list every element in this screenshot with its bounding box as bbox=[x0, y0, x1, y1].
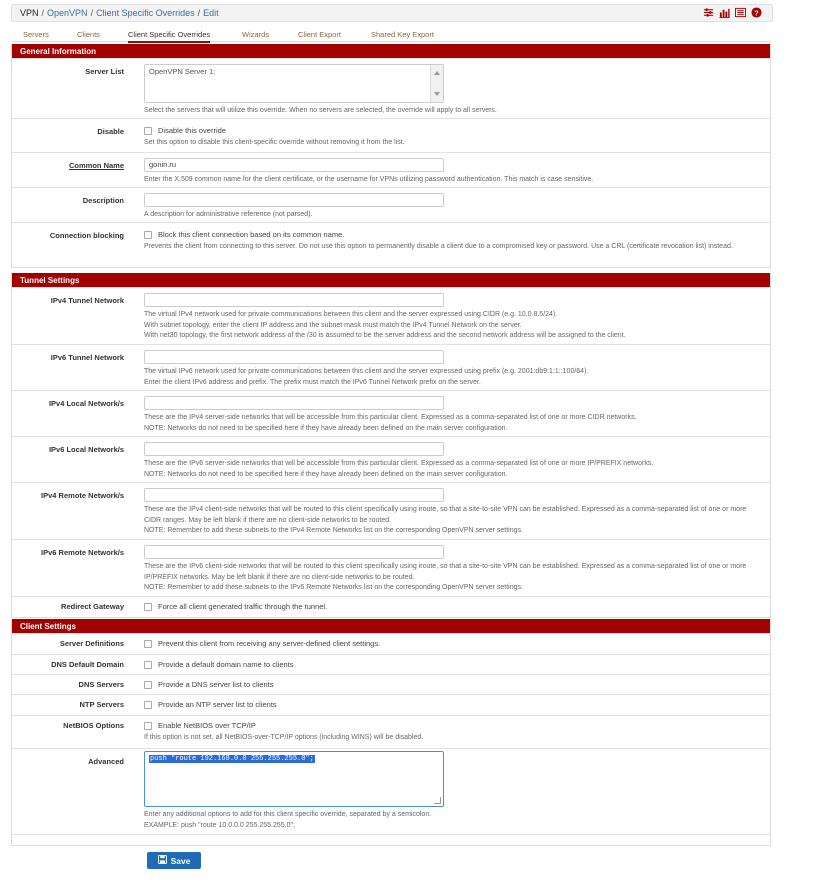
panel-title: General Information bbox=[12, 44, 770, 58]
tab-shared-key-export[interactable]: Shared Key Export bbox=[371, 30, 434, 39]
checkbox-label: Provide a default domain name to clients bbox=[158, 660, 294, 669]
ipv6-local-label: IPv6 Local Network/s bbox=[48, 445, 124, 454]
list-icon[interactable] bbox=[735, 7, 746, 18]
breadcrumb: VPN / OpenVPN / Client Specific Overrides / Edit bbox=[20, 8, 219, 18]
ipv4-remote-input[interactable] bbox=[144, 488, 444, 502]
ipv4-remote-help: These are the IPv4 client-side networks that will be routed to this client specifically using iroute, so that a site-to-site VPN can be established. Expressed as a comma-separated list of one or more CIDR ranges. May be left blank if there are no client-side networks to be routed. NOTE: Remember to add these subnets to the IPv4 Remote Networks list on the corresponding OpenVPN server settings. bbox=[144, 506, 747, 534]
tab-servers[interactable]: Servers bbox=[23, 30, 49, 39]
scroll-up-icon[interactable] bbox=[434, 71, 440, 75]
scrollbar[interactable] bbox=[430, 65, 443, 102]
ipv4-local-label: IPv4 Local Network/s bbox=[48, 399, 124, 408]
ipv6-local-input[interactable] bbox=[144, 442, 444, 456]
save-button[interactable] bbox=[147, 852, 201, 869]
ipv6-remote-input[interactable] bbox=[144, 545, 444, 559]
connection-blocking-row bbox=[12, 222, 770, 267]
netbios-label: NetBIOS Options bbox=[63, 721, 124, 730]
ipv6-remote-row bbox=[12, 539, 770, 596]
resize-handle[interactable] bbox=[434, 797, 441, 804]
server-list-option[interactable]: OpenVPN Server 1: bbox=[149, 67, 216, 76]
ipv4-tunnel-row bbox=[12, 287, 770, 344]
ipv4-local-row bbox=[12, 390, 770, 436]
ipv4-local-help: These are the IPv4 server-side networks that will be accessible from this particular client. Expressed as a comma-separated list of one or more CIDR networks. NOTE: Networks do not need to be specified here if they have already been defined on the main server configuration. bbox=[144, 414, 637, 432]
bar-chart-icon[interactable] bbox=[719, 7, 730, 18]
description-help: A description for administrative reference (not parsed). bbox=[144, 211, 313, 218]
ntp-servers-label: NTP Servers bbox=[79, 700, 124, 709]
tab-client-export[interactable]: Client Export bbox=[298, 30, 341, 39]
ipv6-remote-label: IPv6 Remote Network/s bbox=[41, 548, 124, 557]
dns-servers-row bbox=[12, 674, 770, 694]
ipv6-tunnel-label: IPv6 Tunnel Network bbox=[50, 353, 124, 362]
save-label: Save bbox=[170, 855, 191, 866]
server-definitions-label: Server Definitions bbox=[59, 639, 124, 648]
disable-checkbox[interactable] bbox=[144, 126, 760, 135]
panel-title: Tunnel Settings bbox=[12, 273, 770, 287]
tab-wizards[interactable]: Wizards bbox=[242, 30, 270, 39]
ipv6-remote-help: These are the IPv6 client-side networks that will be routed to this client specifically using iroute, so that a site-to-site VPN can be established. Expressed as a comma-separated list of one or more IP/PREFIX networks. May be left blank if there are no client-side networks to be routed. NOTE: Remember to add these subnets to the IPv6 Remote Networks list on the corresponding OpenVPN server settings. bbox=[144, 563, 747, 591]
checkbox-box[interactable] bbox=[144, 640, 152, 648]
panel-title: Client Settings bbox=[12, 619, 770, 633]
server-list-label: Server List bbox=[85, 67, 124, 76]
dns-default-domain-row bbox=[12, 654, 770, 674]
netbios-checkbox[interactable] bbox=[144, 721, 760, 730]
disable-row bbox=[12, 118, 770, 152]
breadcrumb-edit[interactable]: Edit bbox=[203, 8, 219, 18]
server-list-help: Select the servers that will utilize this override. When no servers are selected, the override will apply to all servers. bbox=[144, 107, 497, 114]
connection-blocking-checkbox[interactable] bbox=[144, 230, 760, 239]
advanced-text: push "route 192.168.0.0 255.255.255.0"; bbox=[150, 755, 314, 763]
breadcrumb-vpn: VPN bbox=[20, 8, 39, 18]
dns-servers-checkbox[interactable] bbox=[144, 680, 760, 689]
tab-bar bbox=[11, 27, 771, 42]
dns-servers-label: DNS Servers bbox=[78, 680, 124, 689]
connection-blocking-help: Prevents the client from connecting to this server. Do not use this option to permanently disable a client due to a compromised key or password. Use a CRL (certificate revocation list) instead. bbox=[144, 243, 733, 250]
common-name-input[interactable]: gonin.ru bbox=[144, 158, 444, 172]
ipv4-remote-label: IPv4 Remote Network/s bbox=[41, 491, 124, 500]
svg-text:?: ? bbox=[754, 8, 759, 18]
netbios-row bbox=[12, 715, 770, 748]
common-name-help: Enter the X.509 common name for the client certificate, or the username for VPNs utilizing password authentication. This match is case sensitive. bbox=[144, 176, 594, 183]
common-name-row bbox=[12, 152, 770, 187]
disable-label: Disable bbox=[97, 127, 124, 136]
help-icon[interactable] bbox=[751, 7, 762, 18]
advanced-label: Advanced bbox=[88, 757, 124, 766]
sliders-icon[interactable] bbox=[703, 7, 714, 18]
server-list-row bbox=[12, 58, 770, 118]
checkbox-box[interactable] bbox=[144, 722, 152, 730]
ntp-servers-row bbox=[12, 694, 770, 715]
dns-default-domain-checkbox[interactable] bbox=[144, 660, 760, 669]
ipv6-tunnel-input[interactable] bbox=[144, 350, 444, 364]
scroll-down-icon[interactable] bbox=[434, 92, 440, 96]
ipv6-local-help: These are the IPv6 server-side networks that will be accessible from this particular client. Expressed as a comma-separated list of one or more IP/PREFIX networks. NOTE: Networks do not need to be specified here if they have already been defined on the main server configuration. bbox=[144, 460, 654, 478]
advanced-row bbox=[12, 748, 770, 834]
checkbox-label: Provide an NTP server list to clients bbox=[158, 700, 277, 709]
save-icon bbox=[158, 855, 167, 866]
checkbox-label: Block this client connection based on its common name. bbox=[158, 230, 345, 239]
tunnel-settings-panel bbox=[11, 273, 771, 618]
disable-help: Set this option to disable this client-specific override without removing it from the list. bbox=[144, 139, 405, 146]
netbios-help: If this option is not set, all NetBIOS-over-TCP/IP options (including WINS) will be disabled. bbox=[144, 734, 424, 741]
redirect-gateway-row bbox=[12, 596, 770, 617]
tab-clients[interactable]: Clients bbox=[77, 30, 100, 39]
description-row bbox=[12, 187, 770, 222]
ipv4-tunnel-help: The virtual IPv4 network used for private communications between this client and the server expressed using CIDR (e.g. 10.0.8.5/24). With subnet topology, enter the client IP address and the subnet mask must match the IPv4 Tunnel Network on the server. With net30 topology, the first network address of the /30 is assumed to be the server address and the second network address will be assigned to the client. bbox=[144, 311, 626, 339]
client-settings-panel bbox=[11, 619, 771, 846]
checkbox-box[interactable] bbox=[144, 231, 152, 239]
panel-footer bbox=[12, 834, 770, 845]
checkbox-label: Force all client generated traffic through the tunnel. bbox=[158, 602, 328, 611]
checkbox-label: Provide a DNS server list to clients bbox=[158, 680, 274, 689]
general-information-panel bbox=[11, 44, 771, 268]
ipv4-tunnel-input[interactable] bbox=[144, 293, 444, 307]
advanced-textarea[interactable] bbox=[144, 751, 444, 807]
ipv6-local-row bbox=[12, 436, 770, 482]
checkbox-label: Disable this override bbox=[158, 126, 226, 135]
description-label: Description bbox=[82, 196, 124, 205]
redirect-gateway-checkbox[interactable] bbox=[144, 602, 760, 611]
ipv4-local-input[interactable] bbox=[144, 396, 444, 410]
redirect-gateway-label: Redirect Gateway bbox=[61, 602, 124, 611]
common-name-label: Common Name bbox=[68, 161, 124, 170]
checkbox-box[interactable] bbox=[144, 681, 152, 689]
breadcrumb-openvpn[interactable]: OpenVPN bbox=[47, 8, 88, 18]
dns-default-domain-label: DNS Default Domain bbox=[51, 660, 124, 669]
server-definitions-checkbox[interactable] bbox=[144, 639, 760, 648]
ipv4-tunnel-label: IPv4 Tunnel Network bbox=[50, 296, 124, 305]
server-definitions-row bbox=[12, 633, 770, 654]
checkbox-label: Enable NetBIOS over TCP/IP bbox=[158, 721, 256, 730]
ntp-servers-checkbox[interactable] bbox=[144, 700, 760, 709]
description-input[interactable] bbox=[144, 193, 444, 207]
server-list-select[interactable] bbox=[144, 64, 444, 103]
tab-client-specific-overrides[interactable]: Client Specific Overrides bbox=[128, 30, 210, 43]
ipv4-remote-row bbox=[12, 482, 770, 539]
advanced-help: Enter any additional options to add for this client specific override, separated by a semicolon. EXAMPLE: push "route 10.0.0.0 255.255.255.0"; bbox=[144, 811, 432, 829]
checkbox-box[interactable] bbox=[144, 661, 152, 669]
ipv6-tunnel-row bbox=[12, 344, 770, 390]
breadcrumb-client-specific-overrides[interactable]: Client Specific Overrides bbox=[96, 8, 195, 18]
checkbox-box[interactable] bbox=[144, 603, 152, 611]
checkbox-box[interactable] bbox=[144, 701, 152, 709]
checkbox-label: Prevent this client from receiving any server-defined client settings. bbox=[158, 639, 381, 648]
connection-blocking-label: Connection blocking bbox=[49, 231, 124, 240]
ipv6-tunnel-help: The virtual IPv6 network used for private communications between this client and the server expressed using prefix (e.g. 2001:db9:1:1::100/64). Enter the client IPv6 address and prefix. The prefix must match the IPv6 Tunnel Network prefix on the server. bbox=[144, 368, 589, 386]
checkbox-box[interactable] bbox=[144, 127, 152, 135]
breadcrumb-bar bbox=[11, 4, 773, 22]
